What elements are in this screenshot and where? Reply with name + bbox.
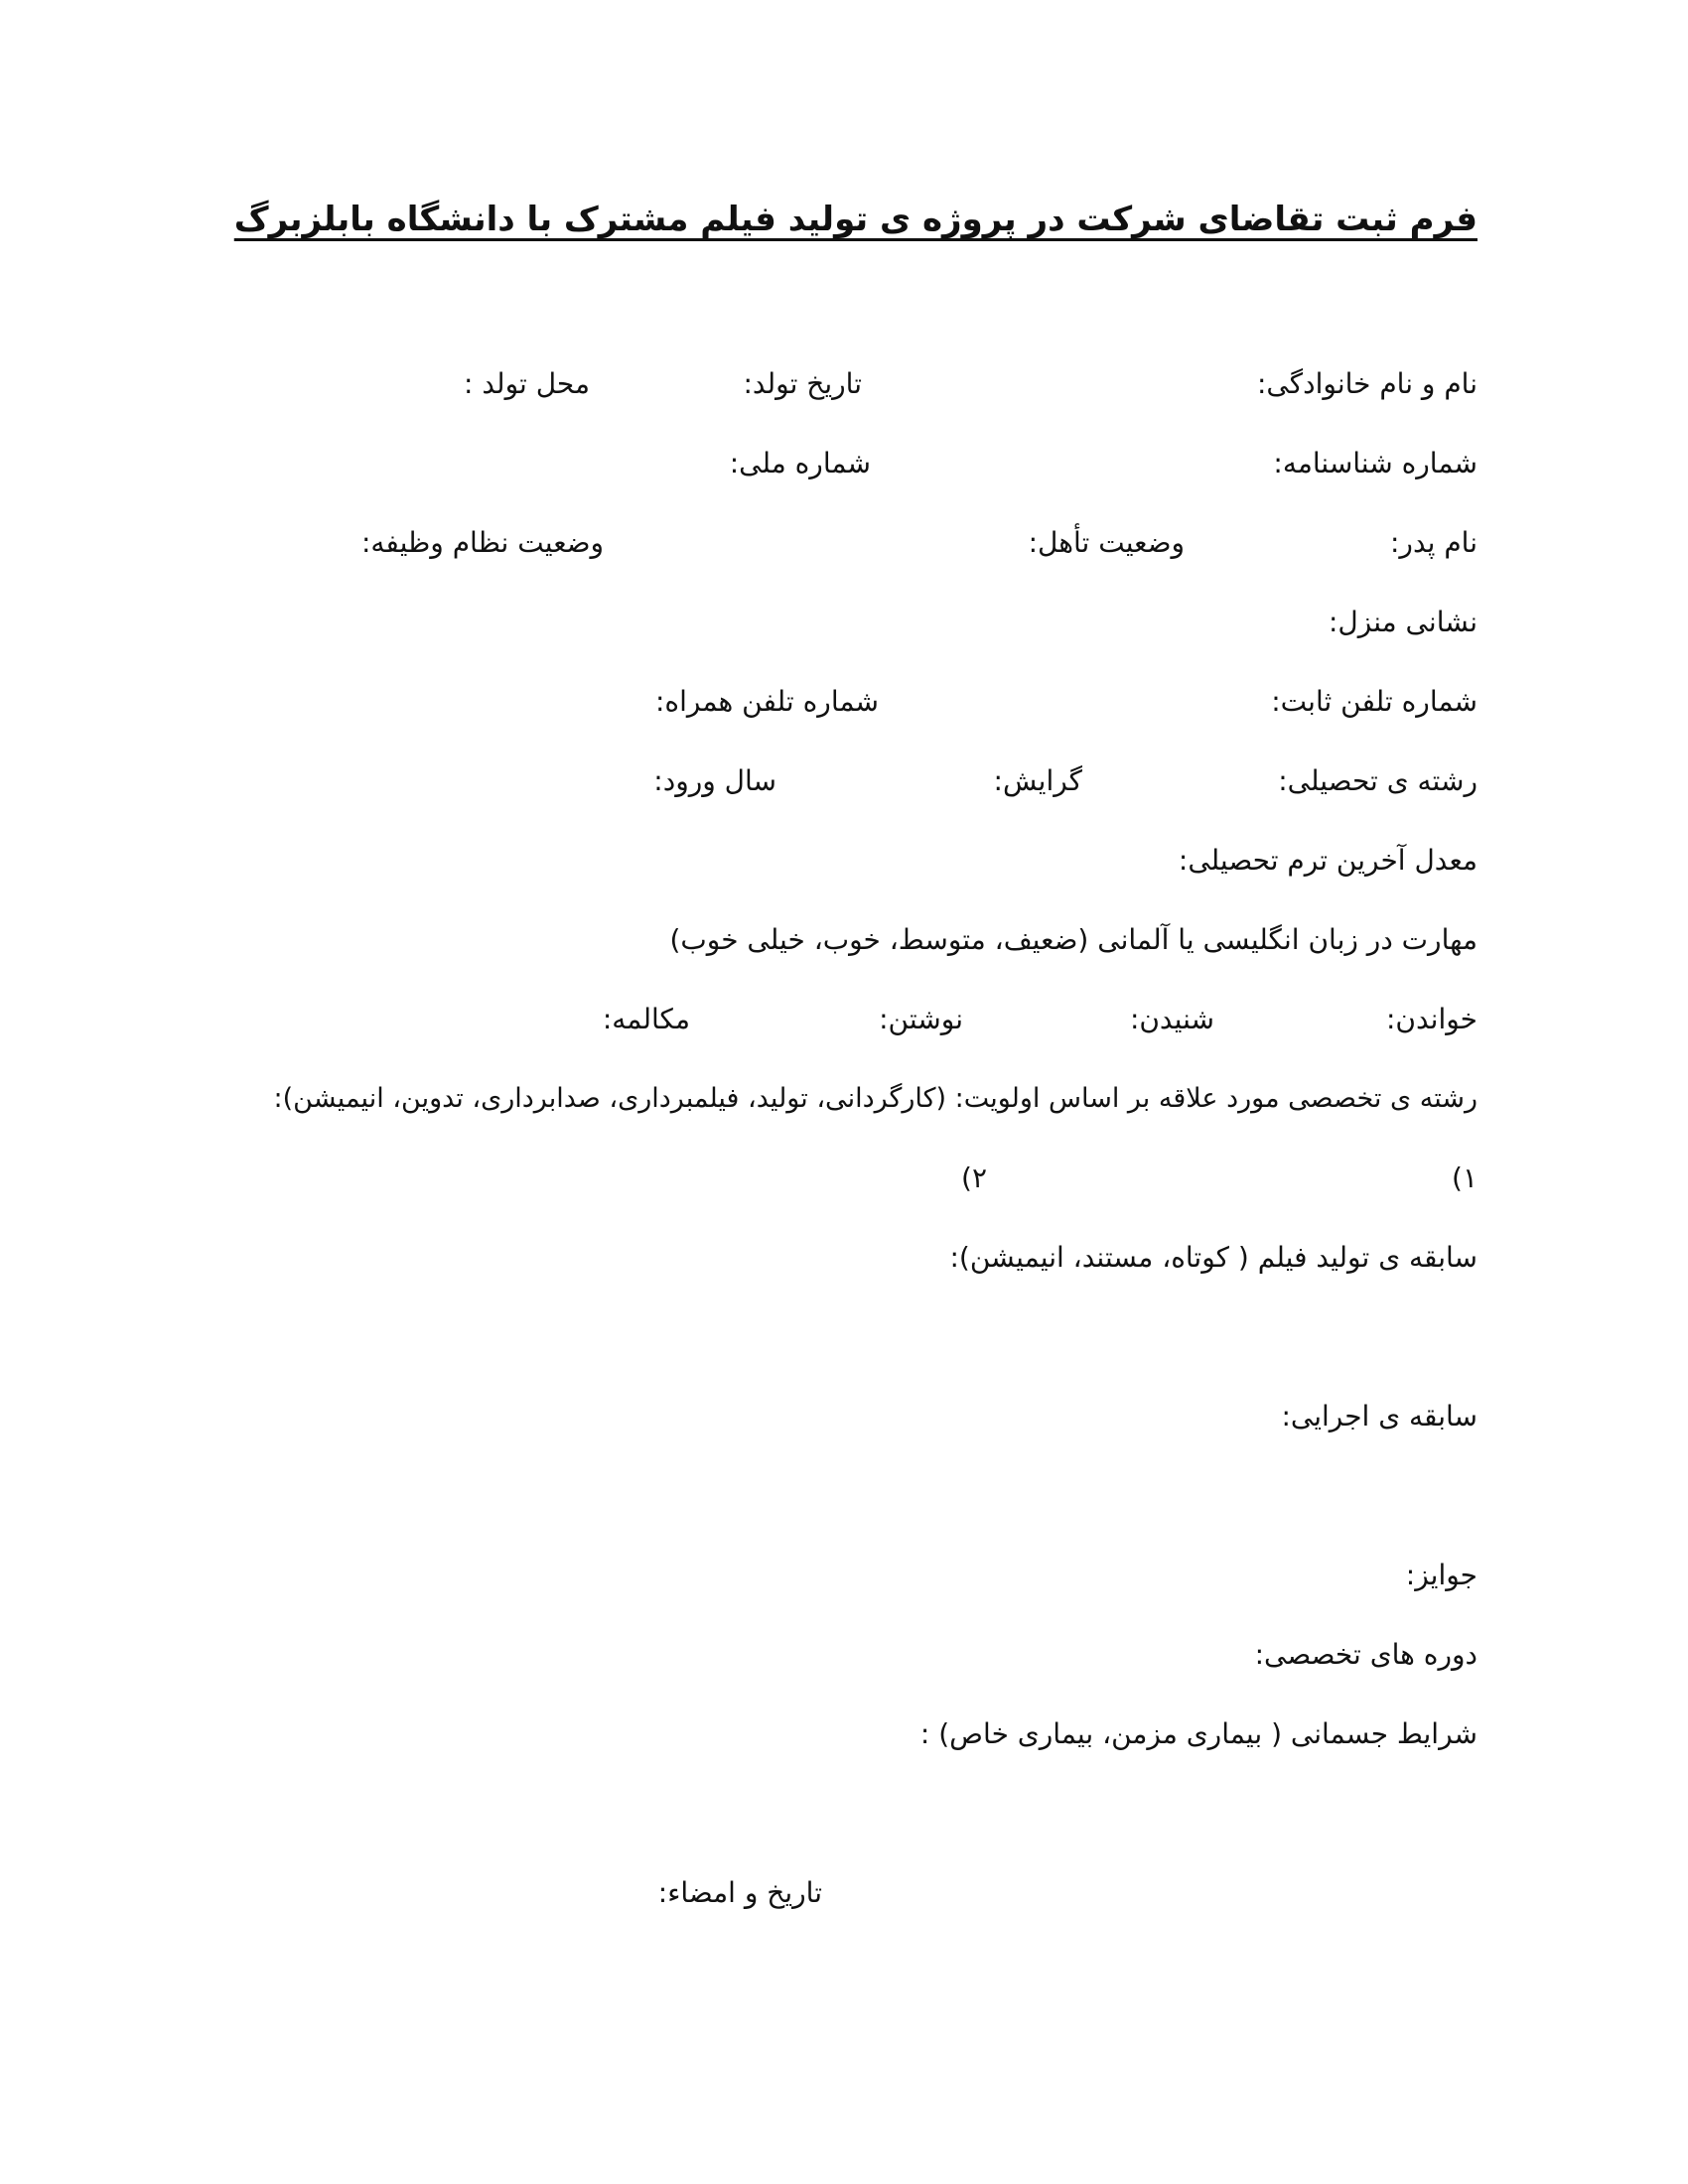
- field-of-study-label: رشته ی تحصیلی:: [1278, 764, 1477, 797]
- entry-year-label: سال ورود:: [653, 764, 776, 797]
- courses-label: دوره های تخصصی:: [1254, 1638, 1477, 1671]
- priority-1-label: ۱): [1452, 1161, 1477, 1194]
- writing-label: نوشتن:: [879, 1003, 963, 1035]
- work-experience-label: سابقه ی اجرایی:: [1281, 1400, 1477, 1433]
- father-name-label: نام پدر:: [1389, 526, 1477, 559]
- language-skill-label: مهارت در زبان انگلیسی یا آلمانی (ضعیف، متوسط، خوب، خیلی خوب): [669, 923, 1477, 956]
- birth-place-label: محل تولد :: [464, 367, 590, 400]
- national-id-label: شماره ملی:: [729, 447, 871, 479]
- birth-date-label: تاریخ تولد:: [743, 367, 862, 400]
- landline-label: شماره تلفن ثابت:: [1271, 685, 1477, 718]
- form-title: فرم ثبت تقاضای شرکت در پروژه ی تولید فیلم مشترک با دانشگاه بابلزبرگ: [233, 200, 1477, 239]
- awards-label: جوایز:: [1405, 1559, 1477, 1591]
- listening-label: شنیدن:: [1129, 1003, 1214, 1035]
- preferred-field-label: رشته ی تخصصی مورد علاقه بر اساس اولویت: (کارگردانی، تولید، فیلمبرداری، صدابرداری، تدوین، انیمیشن):: [273, 1083, 1477, 1114]
- film-experience-label: سابقه ی تولید فیلم ( کوتاه، مستند، انیمیشن):: [949, 1241, 1477, 1274]
- priority-2-label: ۲): [961, 1161, 987, 1194]
- speaking-label: مکالمه:: [602, 1003, 690, 1035]
- reading-label: خواندن:: [1385, 1003, 1477, 1035]
- date-signature-label: تاریخ و امضاء:: [657, 1876, 822, 1909]
- address-label: نشانی منزل:: [1328, 606, 1477, 638]
- marital-status-label: وضعیت تأهل:: [1028, 526, 1185, 559]
- mobile-label: شماره تلفن همراه:: [655, 685, 879, 718]
- specialization-label: گرایش:: [993, 764, 1082, 797]
- military-status-label: وضعیت نظام وظیفه:: [360, 526, 604, 559]
- gpa-label: معدل آخرین ترم تحصیلی:: [1178, 844, 1477, 877]
- health-label: شرایط جسمانی ( بیماری مزمن، بیماری خاص) :: [919, 1717, 1477, 1750]
- full-name-label: نام و نام خانوادگی:: [1257, 367, 1477, 400]
- id-number-label: شماره شناسنامه:: [1273, 447, 1477, 479]
